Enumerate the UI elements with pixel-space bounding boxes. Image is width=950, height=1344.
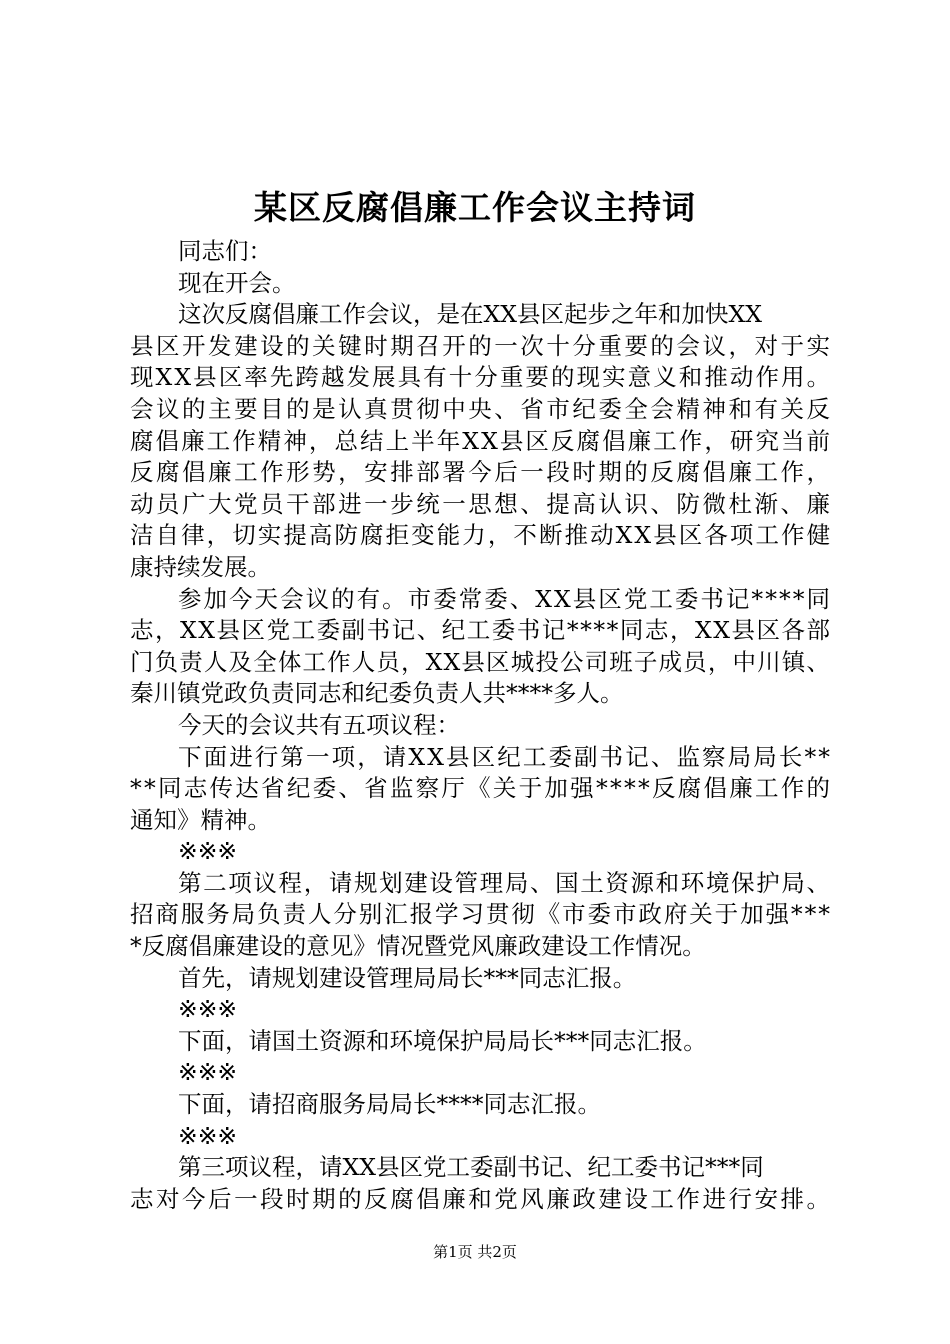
text-line: 志，XX县区党工委副书记、纪工委书记****同志，XX县区各部: [130, 616, 832, 645]
text-line: **同志传达省纪委、省监察厅《关于加强****反腐倡廉工作的: [130, 774, 833, 803]
text-line: 招商服务局负责人分别汇报学习贯彻《市委市政府关于加强***: [130, 900, 832, 929]
text-line: 这次反腐倡廉工作会议，是在XX县区起步之年和加快XX: [178, 300, 762, 329]
text-line: 现XX县区率先跨越发展具有十分重要的现实意义和推动作用。: [130, 363, 833, 392]
document-title: 某区反腐倡廉工作会议主持词: [254, 188, 696, 227]
text-line: 康持续发展。: [130, 552, 271, 581]
page-footer: 第1页 共2页: [433, 1243, 517, 1261]
text-line: 下面，请国土资源和环境保护局局长***同志汇报。: [178, 1026, 707, 1055]
text-line: 县区开发建设的关键时期召开的一次十分重要的会议，对于实: [130, 331, 833, 360]
text-line: 第三项议程，请XX县区党工委副书记、纪工委书记***同: [178, 1153, 764, 1182]
text-line: 下面进行第一项，请XX县区纪工委副书记、监察局局长**: [178, 742, 833, 771]
text-line: *反腐倡廉建设的意见》情况暨党风廉政建设工作情况。: [130, 932, 706, 961]
text-line: 反腐倡廉工作形势，安排部署今后一段时期的反腐倡廉工作，: [130, 458, 833, 487]
text-line: 会议的主要目的是认真贯彻中央、省市纪委全会精神和有关反: [130, 394, 833, 423]
text-line: ※※※: [178, 837, 238, 866]
text-line: ※※※: [178, 1058, 238, 1087]
text-line: 首先，请规划建设管理局局长***同志汇报。: [178, 963, 637, 992]
text-line: 同志们：: [178, 237, 272, 265]
text-line: 秦川镇党政负责同志和纪委负责人共****多人。: [130, 679, 624, 708]
text-line: ※※※: [178, 995, 238, 1024]
document-body: [130, 236, 833, 1215]
text-line: 今天的会议共有五项议程：: [178, 710, 460, 739]
text-line: 通知》精神。: [130, 805, 271, 834]
text-line: 动员广大党员干部进一步统一思想、提高认识、防微杜渐、廉: [130, 489, 833, 518]
text-line: 现在开会。: [178, 268, 296, 297]
text-line: 志对今后一段时期的反腐倡廉和党风廉政建设工作进行安排。: [130, 1184, 833, 1213]
text-line: 第二项议程，请规划建设管理局、国土资源和环境保护局、: [178, 868, 832, 897]
text-line: 洁自律，切实提高防腐拒变能力，不断推动XX县区各项工作健: [130, 521, 833, 550]
text-line: 门负责人及全体工作人员，XX县区城投公司班子成员，中川镇、: [130, 647, 832, 676]
text-line: 参加今天会议的有。市委常委、XX县区党工委书记****同: [178, 584, 833, 613]
text-line: ※※※: [178, 1121, 238, 1150]
text-line: 下面，请招商服务局局长****同志汇报。: [178, 1090, 601, 1119]
text-line: 腐倡廉工作精神，总结上半年XX县区反腐倡廉工作，研究当前: [130, 426, 833, 455]
